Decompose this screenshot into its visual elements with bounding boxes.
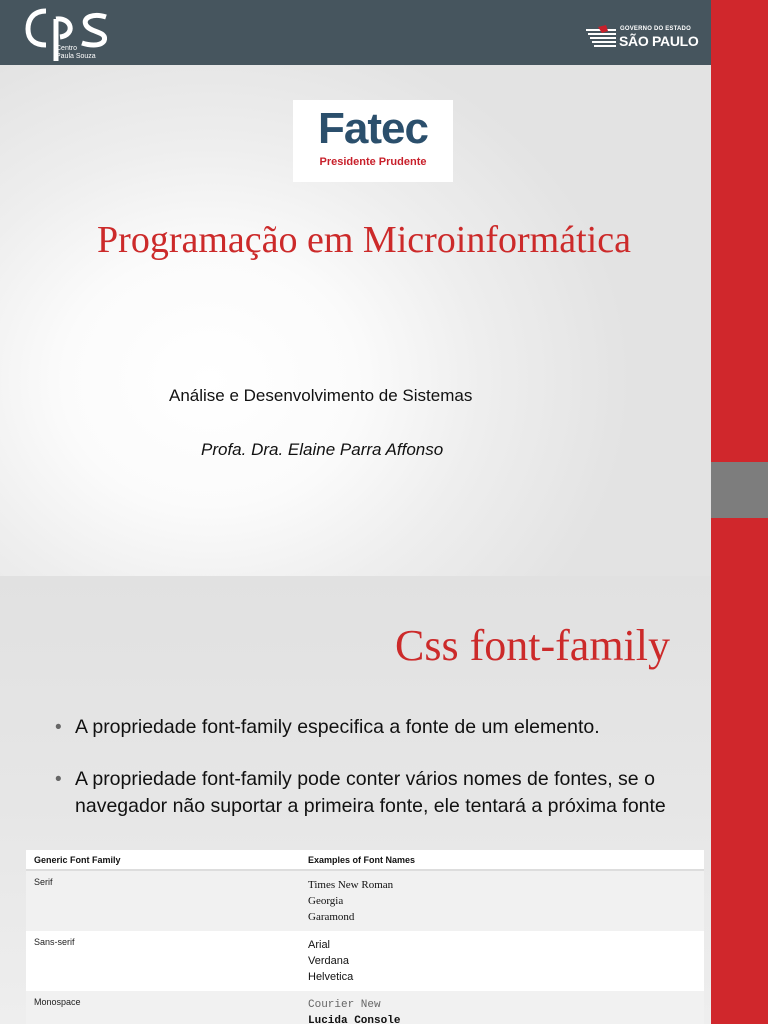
table-row [26, 931, 704, 991]
table-row [26, 870, 704, 931]
gov-state-name: SÃO PAULO [619, 33, 699, 49]
fatec-logo-name: Fatec [318, 104, 428, 153]
font-example: Arial [308, 939, 331, 951]
table-row [26, 991, 704, 1024]
gov-label: GOVERNO DO ESTADO [620, 26, 691, 32]
scroll-position-marker[interactable] [711, 462, 768, 518]
table-header-row [26, 850, 704, 870]
cps-logo-text: Centro Paula Souza [56, 45, 96, 60]
font-example: Verdana [308, 955, 349, 967]
slide-2 [0, 576, 711, 1024]
family-cell: Sans-serif [26, 931, 300, 991]
font-example: Helvetica [308, 971, 354, 983]
author-name: Profa. Dra. Elaine Parra Affonso [201, 440, 444, 459]
family-cell: Serif [26, 870, 300, 931]
bullet-dot-icon: • [55, 717, 62, 738]
bullet-item: • A propriedade font-family pode conter vários nomes de fontes, se o navegador não suportar a primeira fonte, ele tentará a próxima fonte [55, 768, 666, 817]
font-family-table [26, 850, 704, 1024]
fatec-logo-campus: Presidente Prudente [319, 156, 427, 168]
bullet-item: • A propriedade font-family especifica a fonte de um elemento. [52, 714, 672, 741]
examples-cell [300, 931, 704, 991]
bullet-list [52, 714, 672, 845]
fatec-logo [293, 100, 453, 182]
font-example: Times New Roman [308, 879, 394, 891]
family-cell: Monospace [26, 991, 300, 1024]
slide-title: Css font-family [395, 621, 670, 670]
font-example: Courier New [308, 999, 381, 1011]
examples-cell [300, 991, 704, 1024]
column-header: Examples of Font Names [300, 850, 704, 870]
course-name: Análise e Desenvolvimento de Sistemas [169, 386, 473, 405]
font-example: Georgia [308, 895, 344, 907]
header-bar [0, 0, 711, 65]
slide-title: Programação em Microinformática [97, 219, 631, 261]
column-header: Generic Font Family [26, 850, 300, 870]
examples-cell [300, 870, 704, 931]
font-example: Garamond [308, 911, 355, 923]
bullet-dot-icon: • [55, 769, 62, 790]
font-example: Lucida Console [308, 1015, 401, 1024]
